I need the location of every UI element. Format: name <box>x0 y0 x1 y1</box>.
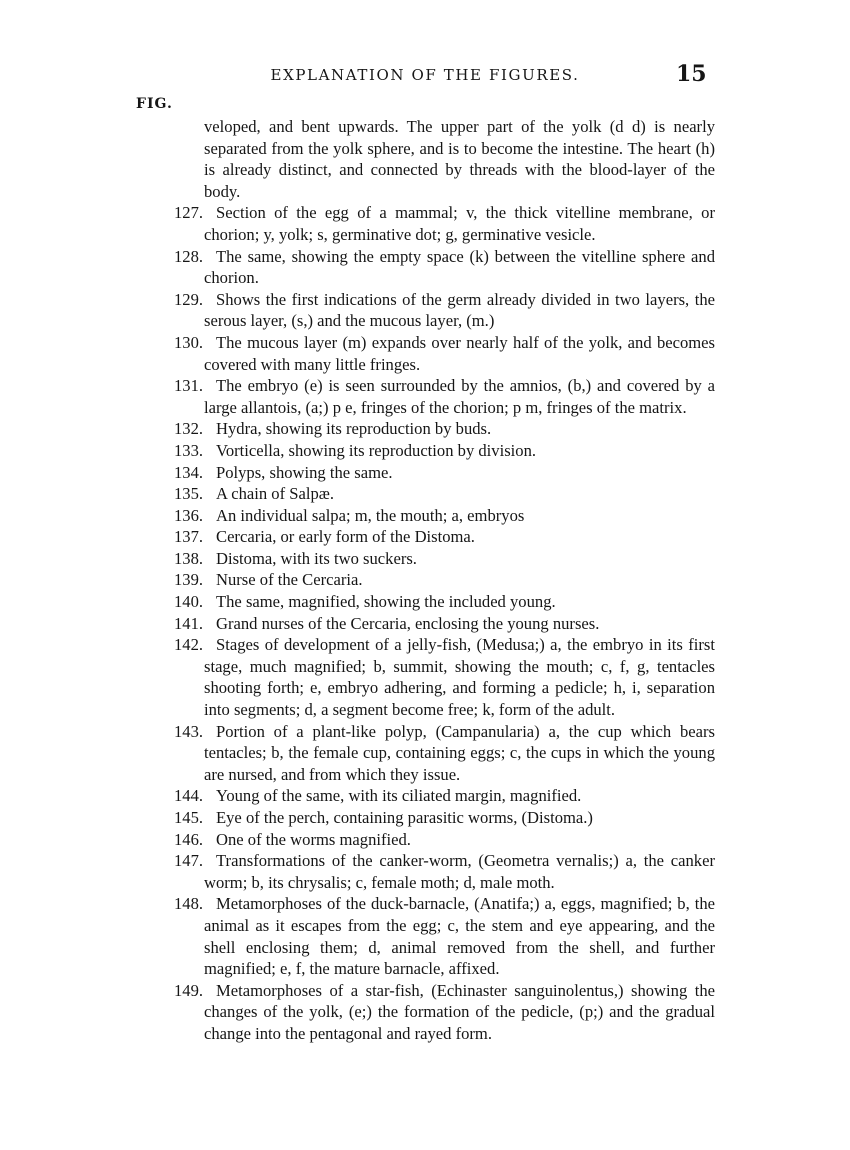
figure-description: A chain of Salpæ. <box>216 484 334 504</box>
figure-number: 131. <box>174 376 204 396</box>
figure-entry <box>130 483 715 505</box>
figure-number: 133. <box>174 440 204 460</box>
figure-entry <box>130 807 715 829</box>
figure-number: 141. <box>174 613 204 633</box>
figure-entry <box>130 569 715 591</box>
figure-description: An individual salpa; m, the mouth; a, embryos <box>216 505 525 525</box>
figure-number: 146. <box>174 829 204 849</box>
figure-description: Shows the first indications of the germ already divided in two layers, the serous layer, (s,) and the mucous layer, (m.) <box>204 289 715 331</box>
figure-entry <box>130 246 715 289</box>
figure-number: 136. <box>174 505 204 525</box>
running-header: EXPLANATION OF THE FIGURES. <box>270 66 580 84</box>
figure-number: 130. <box>174 332 204 352</box>
figure-number: 129. <box>174 289 204 309</box>
figure-description: Distoma, with its two suckers. <box>216 548 417 568</box>
figure-description: Portion of a plant-like polyp, (Campanularia) a, the cup which bears tentacles; b, the female cup, containing eggs; c, the cups in which the young are nursed, and from which they issue. <box>204 721 715 784</box>
figure-explanations <box>130 116 715 1045</box>
figure-number: 147. <box>174 851 204 871</box>
figure-description: Metamorphoses of a star-fish, (Echinaster sanguinolentus,) showing the changes of the yolk, (e;) the formation of the pedicle, (p;) and the gradual change into the pentagonal and rayed form. <box>204 980 715 1043</box>
figure-description: The same, magnified, showing the included young. <box>216 592 556 612</box>
figure-description: Grand nurses of the Cercaria, enclosing the young nurses. <box>216 613 600 633</box>
figure-entry <box>130 526 715 548</box>
figure-description: Stages of development of a jelly-fish, (Medusa;) a, the embryo in its first stage, much magnified; b, summit, showing the mouth; c, f, g, tentacles shooting forth; e, embryo adhering, and forming a pedicle; h, i, separation into segments; d, a segment become free; k, form of the adult. <box>204 635 715 720</box>
figure-entry <box>130 375 715 418</box>
figure-number: 137. <box>174 527 204 547</box>
figure-entry <box>130 440 715 462</box>
figure-description: Eye of the perch, containing parasitic worms, (Distoma.) <box>216 808 593 827</box>
figure-entry <box>130 980 715 1045</box>
figure-description: The same, showing the empty space (k) between the vitelline sphere and chorion. <box>204 246 715 288</box>
figure-number: 148. <box>174 894 204 914</box>
figure-entry <box>130 829 715 851</box>
figure-number: 135. <box>174 484 204 504</box>
figure-entry <box>130 462 715 484</box>
figure-number: 127. <box>174 203 204 223</box>
figure-entry <box>130 332 715 375</box>
figure-number: 138. <box>174 548 204 568</box>
figure-entry <box>130 289 715 332</box>
continued-entry-text: veloped, and bent upwards. The upper part of the yolk (d d) is nearly separated from the yolk sphere, and is to become the intestine. The heart (h) is already distinct, and connected by threads with the blood-layer of the body. <box>204 117 715 201</box>
figure-number: 144. <box>174 786 204 806</box>
figure-description: Hydra, showing its reproduction by buds. <box>216 419 492 439</box>
figure-number: 145. <box>174 808 204 827</box>
figure-entry <box>130 548 715 570</box>
figure-description: The embryo (e) is seen surrounded by the amnios, (b,) and covered by a large allantois, (a;) p e, fringes of the chorion; p m, fringes of the matrix. <box>204 376 715 417</box>
figure-entry <box>130 850 715 893</box>
figure-number: 149. <box>174 980 204 1000</box>
figure-description: Polyps, showing the same. <box>216 462 393 482</box>
figure-description: The mucous layer (m) expands over nearly half of the yolk, and becomes covered with many little fringes. <box>204 332 715 374</box>
figure-entry <box>130 418 715 440</box>
page-number: 15 <box>676 61 707 87</box>
figure-entry <box>130 505 715 527</box>
figure-entry <box>130 591 715 613</box>
figure-description: Section of the egg of a mammal; v, the thick vitelline membrane, or chorion; y, yolk; s, germinative dot; g, germinative vesicle. <box>204 203 715 244</box>
figure-description: Nurse of the Cercaria. <box>216 570 363 590</box>
figure-entry <box>130 634 715 720</box>
figure-number: 134. <box>174 462 204 482</box>
fig-column-label: FIG. <box>136 96 173 112</box>
figure-description: Metamorphoses of the duck-barnacle, (Anatifa;) a, eggs, magnified; b, the animal as it escapes from the egg; c, the stem and eye appearing, and the shell enclosing them; d, animal removed from the shell, and further magnified; e, f, the mature barnacle, affixed. <box>204 894 715 979</box>
figure-entry <box>130 721 715 786</box>
figure-description: Cercaria, or early form of the Distoma. <box>216 527 475 547</box>
figure-number: 140. <box>174 592 204 612</box>
figure-entry <box>130 893 715 979</box>
figure-number: 143. <box>174 721 204 741</box>
figure-number: 128. <box>174 246 204 266</box>
figure-description: One of the worms magnified. <box>216 829 411 849</box>
figure-number: 142. <box>174 635 204 655</box>
figure-entry <box>130 613 715 635</box>
figure-description: Young of the same, with its ciliated margin, magnified. <box>216 786 582 806</box>
figure-description: Vorticella, showing its reproduction by division. <box>216 440 537 460</box>
figure-description: Transformations of the canker-worm, (Geometra vernalis;) a, the canker worm; b, its chrysalis; c, female moth; d, male moth. <box>204 851 715 892</box>
figure-entry <box>130 785 715 807</box>
figure-entry <box>130 202 715 245</box>
figure-number: 132. <box>174 419 204 439</box>
figure-number: 139. <box>174 570 204 590</box>
